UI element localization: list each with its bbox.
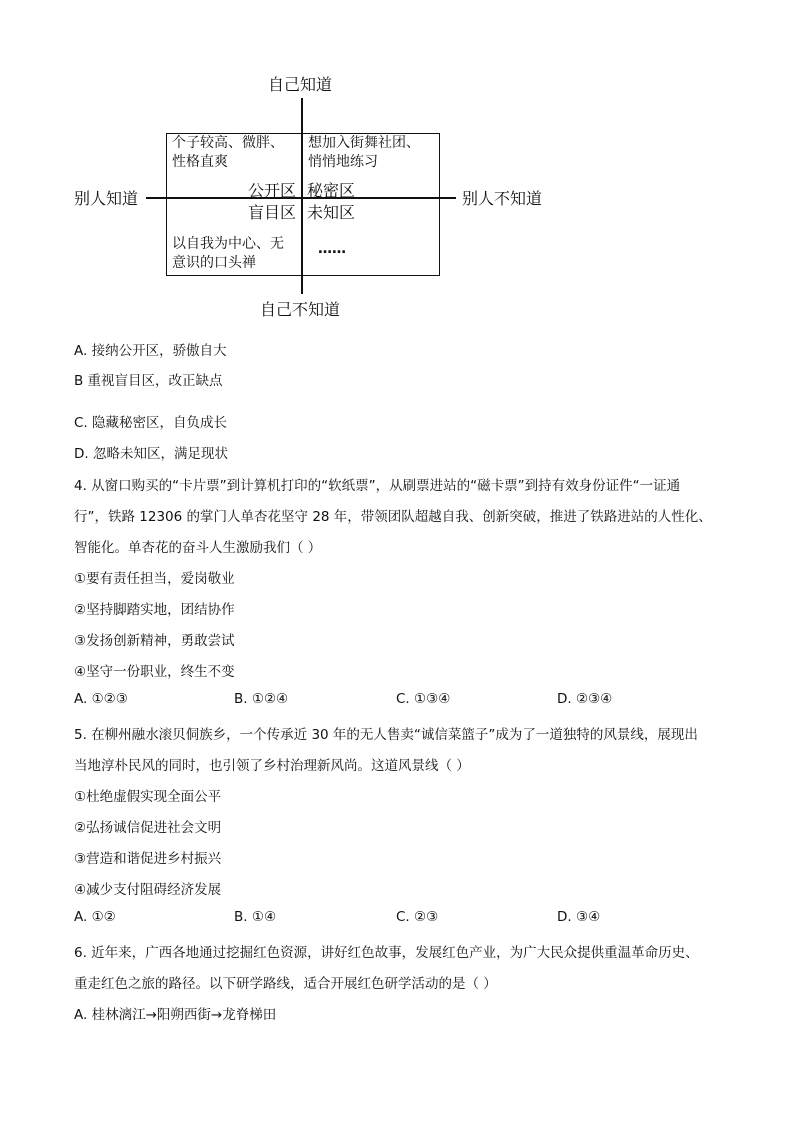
- q5-item-3: ③营造和谐促进乡村振兴: [74, 851, 222, 867]
- unknown-area-desc: ……: [318, 241, 346, 257]
- q3-option-a: A. 接纳公开区，骄傲自大: [74, 343, 227, 359]
- q5-item-2: ②弘扬诚信促进社会文明: [74, 820, 222, 836]
- horizontal-axis: [146, 197, 456, 199]
- q4-stem-line-1: 4. 从窗口购买的“卡片票”到计算机打印的“软纸票”，从刷票进站的“磁卡票”到持有效身份证件“一证通: [74, 478, 681, 494]
- q4-stem-line-3: 智能化。单杏花的奋斗人生激励我们（ ）: [74, 540, 322, 556]
- q5-option-d: D. ③④: [557, 909, 601, 925]
- blind-area-desc-line-1: 以自我为中心、无: [172, 236, 284, 252]
- q4-option-b: B. ①②④: [234, 691, 289, 707]
- q5-option-b: B. ①④: [234, 909, 277, 925]
- q4-item-2: ②坚持脚踏实地，团结协作: [74, 602, 235, 618]
- q3-option-b: B 重视盲目区，改正缺点: [74, 373, 223, 389]
- hidden-area-desc-line-1: 想加入街舞社团、: [308, 135, 420, 151]
- q5-option-a: A. ①②: [74, 909, 116, 925]
- open-area-label: 公开区: [248, 181, 297, 200]
- axis-bottom-label: 自己不知道: [260, 300, 341, 319]
- q3-option-d: D. 忽略未知区，满足现状: [74, 446, 228, 462]
- blind-area-desc-line-2: 意识的口头禅: [172, 255, 256, 271]
- open-area-desc-line-2: 性格直爽: [172, 154, 228, 170]
- q5-item-1: ①杜绝虚假实现全面公平: [74, 789, 222, 805]
- blind-area-label: 盲目区: [248, 203, 297, 222]
- axis-top-label: 自己知道: [268, 75, 333, 94]
- unknown-area-label: 未知区: [307, 203, 356, 222]
- axis-right-label: 别人不知道: [462, 189, 543, 208]
- vertical-axis: [301, 98, 303, 294]
- q4-option-d: D. ②③④: [557, 691, 613, 707]
- q4-item-4: ④坚守一份职业，终生不变: [74, 664, 235, 680]
- q4-item-3: ③发扬创新精神，勇敢尝试: [74, 633, 235, 649]
- q4-option-c: C. ①③④: [396, 691, 451, 707]
- axis-left-label: 别人知道: [74, 189, 139, 208]
- q3-option-c: C. 隐藏秘密区，自负成长: [74, 415, 228, 431]
- hidden-area-desc-line-2: 悄悄地练习: [308, 154, 378, 170]
- q5-item-4: ④减少支付阻碍经济发展: [74, 882, 222, 898]
- open-area-desc-line-1: 个子较高、微胖、: [172, 135, 284, 151]
- q5-stem-line-1: 5. 在柳州融水滚贝侗族乡，一个传承近 30 年的无人售卖“诚信菜篮子”成为了一道独特的风景线，展现出: [74, 727, 698, 743]
- q5-options: [0, 909, 794, 929]
- q4-stem-line-2: 行”，铁路 12306 的掌门人单杏花坚守 28 年，带领团队超越自我、创新突破，推进了铁路进站的人性化、: [74, 509, 712, 525]
- johari-window-diagram: [0, 0, 794, 330]
- q6-stem-line-2: 重走红色之旅的路径。以下研学路线，适合开展红色研学活动的是（ ）: [74, 976, 497, 992]
- q5-option-c: C. ②③: [396, 909, 439, 925]
- q6-stem-line-1: 6. 近年来，广西各地通过挖掘红色资源，讲好红色故事，发展红色产业，为广大民众提供重温革命历史、: [74, 945, 699, 961]
- q4-item-1: ①要有责任担当，爱岗敬业: [74, 571, 235, 587]
- hidden-area-label: 秘密区: [307, 181, 356, 200]
- q4-option-a: A. ①②③: [74, 691, 128, 707]
- q4-options: [0, 691, 794, 711]
- q6-option-a: A. 桂林漓江→阳朔西街→龙脊梯田: [74, 1007, 277, 1023]
- q5-stem-line-2: 当地淳朴民风的同时，也引领了乡村治理新风尚。这道风景线（ ）: [74, 758, 470, 774]
